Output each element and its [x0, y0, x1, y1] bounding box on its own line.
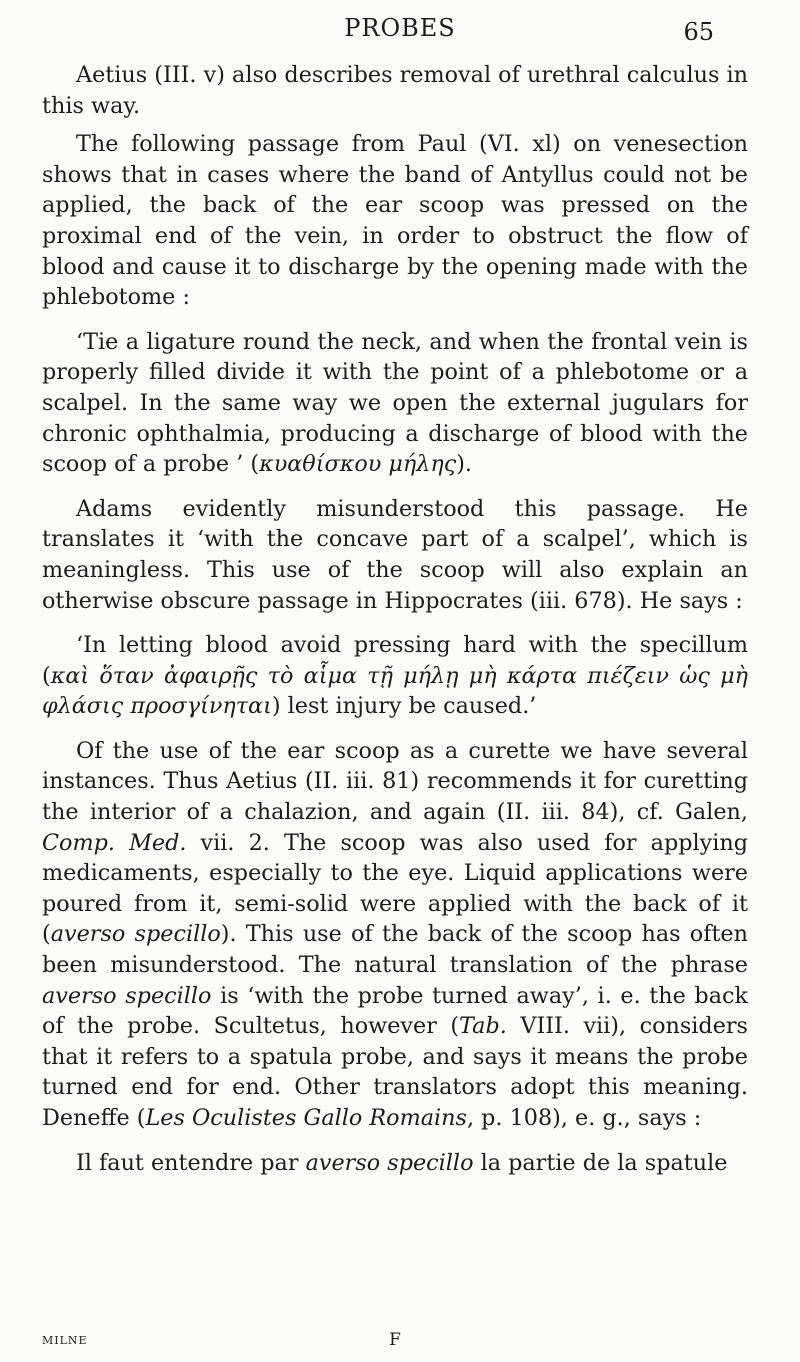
text-run: Adams evidently misunderstood this passage. He translates it ‘with the concave part of a scalpel’, which is meaningless. This use of the scoop will also explain an otherwise obscure passage in Hippocrates (iii. 678). He says : — [42, 495, 748, 614]
italic-text: averso specillo — [50, 921, 221, 948]
text-run: ) lest injury be caused.’ — [271, 693, 537, 720]
body-text — [42, 60, 748, 1178]
italic-text: averso specillo — [305, 1149, 474, 1176]
text-run: la partie de la spatule — [473, 1149, 728, 1176]
quotation-paragraph — [42, 1148, 748, 1179]
text-run: vii. 2. The scoop was also used for applying medicaments, especially to the eye. Liquid applications were poured from it, semi-solid were applied with the back of it ( — [42, 829, 748, 948]
text-run: ‘In letting blood avoid pressing hard with the specillum ( — [42, 632, 748, 689]
gathering-mark: F — [389, 1330, 401, 1350]
italic-text: averso specillo — [42, 982, 212, 1009]
text-run: ). — [456, 451, 473, 478]
text-run: Of the use of the ear scoop as a curette we have several instances. Thus Aetius (II. iii. 81) recommends it for curetting the interior of a chalazion, and again (II. iii. 84), cf. Galen, — [42, 737, 748, 826]
text-run: Aetius (III. v) also describes removal of urethral calculus in this way. — [42, 62, 748, 119]
italic-text: καὶ ὅταν ἀφαιρῇς τὸ αἷμα τῇ μήλῃ μὴ κάρτα πιέζειν ὡς μὴ φλάσις προσγίνηται — [42, 662, 748, 720]
italic-text: κυαθίσκου μήλης — [259, 451, 457, 478]
text-run: is ‘with the probe turned away’, i. e. the back of the probe. Scultetus, however ( — [42, 982, 748, 1040]
page-number: 65 — [683, 18, 714, 46]
text-run: VIII. vii), considers that it refers to a spatula probe, and says it means the probe turned end for end. Other translators adopt this meaning. Deneffe ( — [42, 1013, 748, 1131]
italic-text: Les Oculistes Gallo Romains — [145, 1105, 467, 1131]
text-run: ). This use of the back of the scoop has often been misunderstood. The natural translation of the phrase — [42, 921, 748, 979]
text-run: , p. 108), e. g., says : — [466, 1105, 702, 1131]
page-footer — [42, 1332, 748, 1356]
text-run: Il faut entendre par — [76, 1149, 306, 1176]
italic-text: Tab. — [459, 1013, 507, 1040]
text-run: The following passage from Paul (VI. xl) on venesection shows that in cases where the band of Antyllus could not be applied, the back of the ear scoop was pressed on the proximal end of the vein, in order to obstruct the flow of blood and cause it to discharge by the opening made with the phlebotome : — [42, 131, 748, 311]
page-header — [0, 14, 800, 54]
paragraph — [42, 494, 748, 616]
paragraph — [42, 736, 748, 1134]
paragraph — [42, 60, 748, 121]
quotation-paragraph — [42, 630, 748, 722]
paragraph — [42, 129, 748, 313]
running-title: PROBES — [344, 14, 456, 42]
italic-text: Comp. Med. — [42, 829, 187, 856]
signature-mark: MILNE — [42, 1334, 88, 1347]
text-run: ‘Tie a ligature round the neck, and when the frontal vein is properly filled divide it with the point of a phlebotome or a scalpel. In the same way we open the external jugulars for chronic ophthalmia, producing a discharge of blood with the scoop of a probe ’ ( — [42, 328, 748, 478]
quotation-paragraph — [42, 327, 748, 480]
